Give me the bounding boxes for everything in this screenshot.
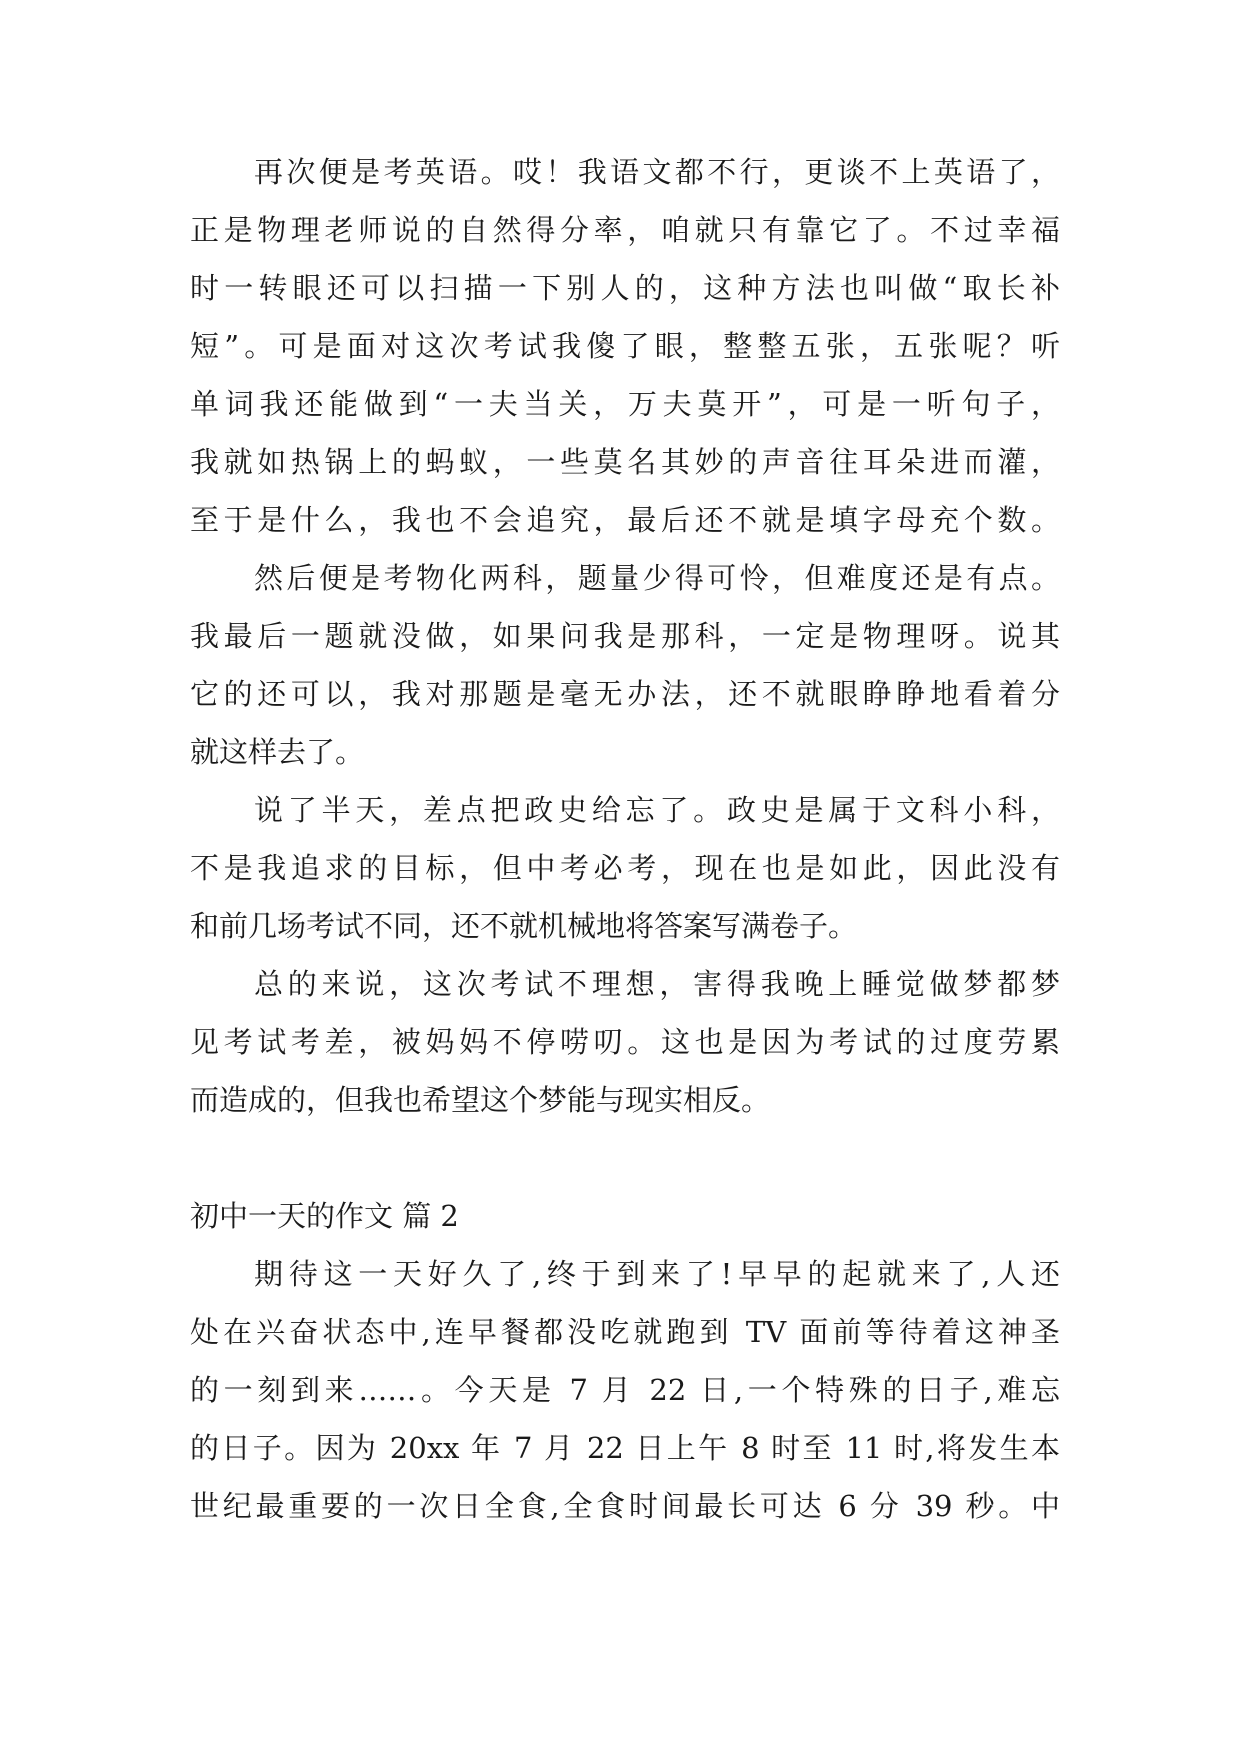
text-line: 不是我追求的目标，但中考必考，现在也是如此，因此没有 xyxy=(190,851,1060,885)
text-line: 世纪最重要的一次日全食,全食时间最长可达 6 分 39 秒。中 xyxy=(190,1489,1060,1523)
text-line: 见考试考差，被妈妈不停唠叨。这也是因为考试的过度劳累 xyxy=(190,1025,1060,1059)
text-line: 然后便是考物化两科，题量少得可怜，但难度还是有点。 xyxy=(254,561,1060,595)
text-line: 时一转眼还可以扫描一下别人的，这种方法也叫做“取长补 xyxy=(190,271,1060,305)
text-line: 我就如热锅上的蚂蚁，一些莫名其妙的声音往耳朵进而灌， xyxy=(190,445,1060,479)
text-line: 它的还可以，我对那题是毫无办法，还不就眼睁睁地看着分 xyxy=(190,677,1060,711)
text-line: 和前几场考试不同，还不就机械地将答案写满卷子。 xyxy=(190,909,858,943)
text-line: 再次便是考英语。哎！我语文都不行，更谈不上英语了， xyxy=(254,155,1060,189)
text-line: 而造成的，但我也希望这个梦能与现实相反。 xyxy=(190,1083,771,1117)
text-line: 至于是什么，我也不会追究，最后还不就是填字母充个数。 xyxy=(190,503,1060,537)
text-line: 正是物理老师说的自然得分率，咱就只有靠它了。不过幸福 xyxy=(190,213,1060,247)
text-line: 我最后一题就没做，如果问我是那科，一定是物理呀。说其 xyxy=(190,619,1060,653)
section-heading: 初中一天的作文 篇 2 xyxy=(190,1199,459,1233)
text-line: 就这样去了。 xyxy=(190,735,365,769)
text-line: 单词我还能做到“一夫当关，万夫莫开”，可是一听句子， xyxy=(190,387,1060,421)
text-line: 总的来说，这次考试不理想，害得我晚上睡觉做梦都梦 xyxy=(254,967,1060,1001)
text-line: 短”。可是面对这次考试我傻了眼，整整五张，五张呢？听 xyxy=(190,329,1060,363)
text-line: 的一刻到来……。今天是 7 月 22 日,一个特殊的日子,难忘 xyxy=(190,1373,1060,1407)
text-line: 的日子。因为 20xx 年 7 月 22 日上午 8 时至 11 时,将发生本 xyxy=(190,1431,1060,1465)
text-line: 处在兴奋状态中,连早餐都没吃就跑到 TV 面前等待着这神圣 xyxy=(190,1315,1060,1349)
text-line: 期待这一天好久了,终于到来了!早早的起就来了,人还 xyxy=(254,1257,1060,1291)
text-line: 说了半天，差点把政史给忘了。政史是属于文科小科， xyxy=(254,793,1060,827)
